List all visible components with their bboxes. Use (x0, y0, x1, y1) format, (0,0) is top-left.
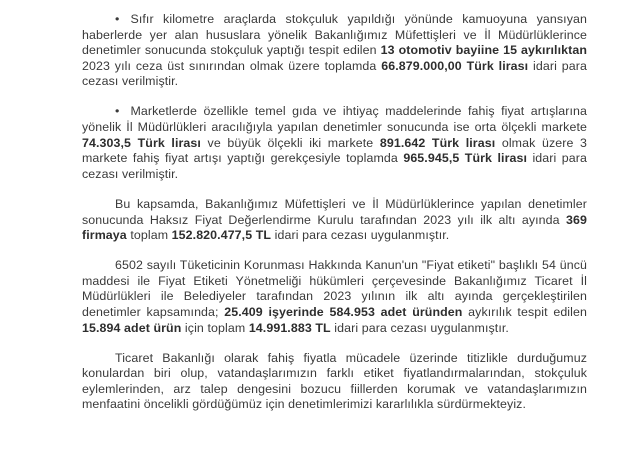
bullet-mark: • (115, 104, 120, 119)
bold-highlight: 74.303,5 Türk lirası (82, 135, 201, 150)
paragraph-price-label-inspections (82, 258, 587, 336)
text-span: toplam (126, 228, 172, 243)
bold-highlight: 14.991.883 TL (248, 320, 331, 335)
bold-highlight: 965.945,5 Türk lirası (403, 151, 528, 166)
text-span: idari para cezası uygulanmıştır. (330, 320, 509, 335)
paragraph-market-price-increase (82, 104, 587, 182)
text-span: Bu kapsamda, Bakanlığımız Müfettişleri ve İl Müdürlüklerince yapılan denetimler sonucunda Haksız Fiyat Değerlendirme Kurulu tarafından 2023 yılı ilk altı ayında (82, 196, 587, 227)
bold-highlight: 25.409 işyerinde 584.953 adet üründen (224, 305, 463, 319)
text-span: Sıfır kilometre araçlarda stokçuluk yapıldığı yönünde kamuoyuna yansıyan haberlerde yer alan hususlara yönelik Bakanlığımız Müfettişleri ve İl Müdürlüklerince denetimler sonucunda stokçuluk yaptığı tespit edilen (82, 12, 587, 58)
paragraph-ministry-statement (82, 351, 587, 413)
bold-highlight: 15.894 adet ürün (82, 320, 182, 335)
paragraph-automotive-stockpiling (82, 12, 587, 90)
text-span: olmak üzere 3 markete fahiş fiyat artışı yaptığı gerekçesiyle toplamda (82, 135, 588, 166)
bold-highlight: 13 otomotiv bayiine 15 aykırılıktan (380, 43, 587, 58)
paragraph-unfair-price-board (82, 197, 587, 244)
text-span: Marketlerde özellikle temel gıda ve ihtiyaç maddelerinde fahiş fiyat artışlarına yönelik İl Müdürlükleri aracılığıyla yapılan denetimler sonucunda ise orta ölçekli markete (82, 104, 587, 135)
text-span: idari para cezası uygulanmıştır. (271, 228, 450, 243)
bold-highlight: 891.642 Türk lirası (379, 135, 496, 150)
bullet-mark: • (115, 12, 120, 26)
text-span: için toplam (181, 320, 249, 335)
text-span: 6502 sayılı Tüketicinin Korunması Hakkında Kanun'un "Fiyat etiketi" başlıklı 54 üncü maddesi ile Fiyat Etiketi Yönetmeliği hükümleri çerçevesinde Bakanlığımız Ticaret İl Müdürlükleri ile Belediyeler tarafından 2023 yılının ilk altı ayında gerçekleştirilen denetimler kapsamında; (82, 258, 587, 319)
text-span: idari para cezası verilmiştir. (82, 151, 588, 181)
bold-highlight: 66.879.000,00 Türk lirası (381, 58, 529, 73)
bold-highlight: 369 firmaya (82, 212, 587, 243)
text-span: ve büyük ölçekli iki markete (200, 135, 380, 150)
document-body (82, 12, 587, 413)
text-span: idari para cezası verilmiştir. (82, 58, 588, 89)
text-span: aykırılık tespit edilen (462, 305, 587, 319)
bold-highlight: 152.820.477,5 TL (171, 228, 272, 243)
text-span: Ticaret Bakanlığı olarak fahiş fiyatla mücadele üzerinde titizlikle durduğumuz konulardan biri olup, vatandaşlarımızın farklı etiket fiyatlandırmalarından, stokçuluk eylemlerinden, arz talep dengesini bozucu fiillerden korumak ve vatandaşlarımızın menfaatini öncelikli gördüğümüz için denetimlerimizi kararlılıkla sürdürmekteyiz. (82, 350, 587, 412)
text-span: 2023 yılı ceza üst sınırından olmak üzere toplamda (82, 58, 382, 73)
